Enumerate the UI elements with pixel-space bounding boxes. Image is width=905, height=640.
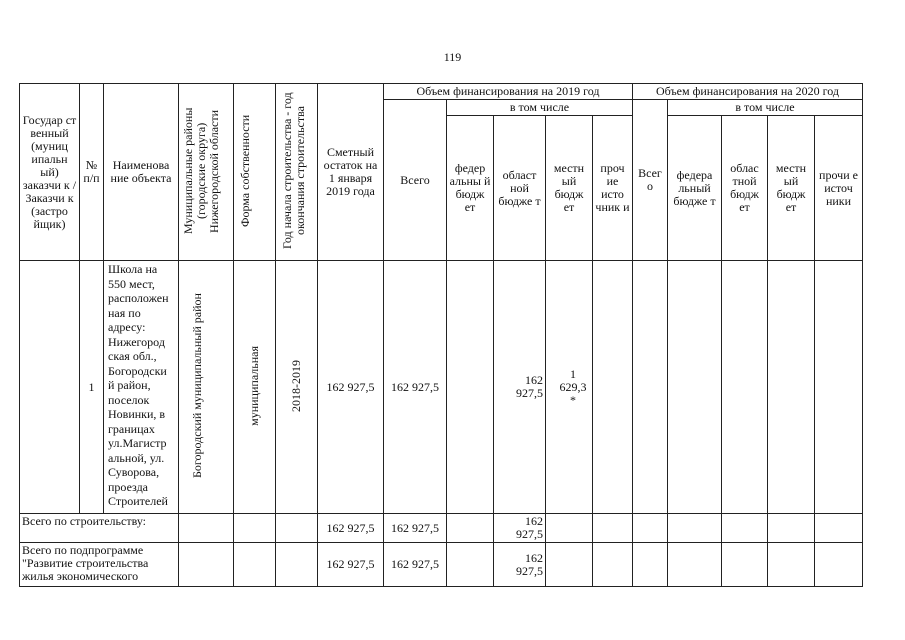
cell-estimated-remainder: 162 927,5 — [318, 261, 384, 514]
cell-federal-2019 — [447, 261, 494, 514]
cell-other-2019 — [593, 261, 633, 514]
empty-cell — [447, 514, 494, 543]
header-ownership: Форма собственности — [234, 84, 276, 261]
header-funding-2020: Объем финансирования на 2020 год — [633, 84, 863, 100]
empty-cell — [633, 514, 668, 543]
empty-cell — [768, 543, 815, 587]
table-row — [20, 261, 863, 514]
header-including-2020: в том числе — [668, 100, 863, 116]
header-regional-2020: облас тной бюдж ет — [722, 116, 768, 261]
cell-total-2020 — [633, 261, 668, 514]
header-object-name: Наименова ние объекта — [104, 84, 179, 261]
cell-num: 1 — [80, 261, 104, 514]
table-row-total-construction — [20, 514, 863, 543]
cell-years: 2018-2019 — [276, 261, 318, 514]
header-local-2020: местн ый бюдж ет — [768, 116, 815, 261]
table-row-total-subprogram — [20, 543, 863, 587]
total-subprogram-total-2019: 162 927,5 — [384, 543, 447, 587]
empty-cell — [722, 514, 768, 543]
financing-table — [19, 83, 863, 587]
cell-local-2019: 1 629,3 * — [546, 261, 593, 514]
cell-object-name: Школа на 550 мест, расположен ная по адресу: Нижегород ская обл., Богородски й район, поселок Новинки, в границах ул.Магистр альной, ул. Суворова, проезда Строителей — [104, 261, 179, 514]
header-total-2019: Всего — [384, 100, 447, 261]
empty-cell — [276, 514, 318, 543]
total-subprogram-label: Всего по подпрограмме "Развитие строительства жилья экономического — [20, 543, 179, 587]
cell-regional-2019: 162 927,5 — [494, 261, 546, 514]
header-years: Год начала строительства - год окончания строительства — [276, 84, 318, 261]
empty-cell — [234, 543, 276, 587]
empty-cell — [276, 543, 318, 587]
header-total-2020: Всег о — [633, 100, 668, 261]
cell-district: Богородский муниципальный район — [179, 261, 234, 514]
empty-cell — [722, 543, 768, 587]
header-other-2019: проч ие исто чник и — [593, 116, 633, 261]
total-construction-label: Всего по строительству: — [20, 514, 179, 543]
empty-cell — [768, 514, 815, 543]
total-subprogram-estimated: 162 927,5 — [318, 543, 384, 587]
cell-regional-2020 — [722, 261, 768, 514]
header-federal-2019: федер альны й бюдж ет — [447, 116, 494, 261]
empty-cell — [593, 543, 633, 587]
header-customer: Государ ст венный (муниц ипальн ый) заказчи к / Заказчи к (застро йщик) — [20, 84, 80, 261]
total-construction-total-2019: 162 927,5 — [384, 514, 447, 543]
header-num: № п/п — [80, 84, 104, 261]
empty-cell — [179, 543, 234, 587]
empty-cell — [668, 543, 722, 587]
total-construction-estimated: 162 927,5 — [318, 514, 384, 543]
empty-cell — [179, 514, 234, 543]
cell-customer — [20, 261, 80, 514]
empty-cell — [815, 543, 863, 587]
page-number: 119 — [443, 50, 462, 64]
total-subprogram-regional-2019: 162 927,5 — [494, 543, 546, 587]
header-federal-2020: федера льный бюдже т — [668, 116, 722, 261]
empty-cell — [447, 543, 494, 587]
empty-cell — [234, 514, 276, 543]
cell-other-2020 — [815, 261, 863, 514]
cell-ownership: муниципальная — [234, 261, 276, 514]
empty-cell — [668, 514, 722, 543]
cell-local-2020 — [768, 261, 815, 514]
header-estimated-remainder: Сметный остаток на 1 января 2019 года — [318, 84, 384, 261]
empty-cell — [633, 543, 668, 587]
header-local-2019: местн ый бюдж ет — [546, 116, 593, 261]
empty-cell — [546, 514, 593, 543]
total-construction-regional-2019: 162 927,5 — [494, 514, 546, 543]
empty-cell — [815, 514, 863, 543]
cell-total-2019: 162 927,5 — [384, 261, 447, 514]
header-including-2019: в том числе — [447, 100, 633, 116]
empty-cell — [546, 543, 593, 587]
header-funding-2019: Объем финансирования на 2019 год — [384, 84, 633, 100]
cell-federal-2020 — [668, 261, 722, 514]
header-municipal-districts: Муниципальные районы (городские округа) Нижегородской области — [179, 84, 234, 261]
empty-cell — [593, 514, 633, 543]
header-other-2020: прочи е источ ники — [815, 116, 863, 261]
header-regional-2019: област ной бюдже т — [494, 116, 546, 261]
